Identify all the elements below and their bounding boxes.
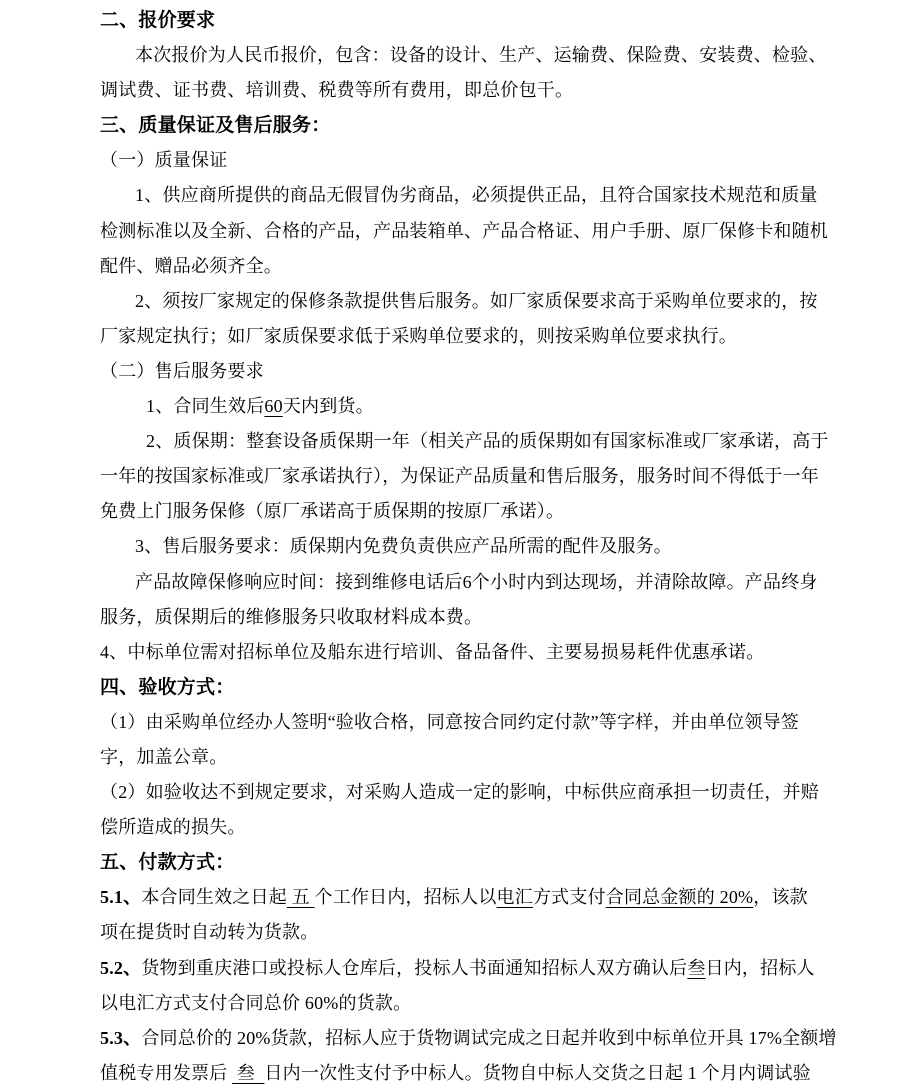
text-segment: 合同总价的 20%货款，招标人应于货物调试完成之日起并收到中标单位开具 17%全额增	[141, 1027, 837, 1048]
text-line	[100, 635, 824, 670]
text-line	[100, 1021, 837, 1056]
text-line	[100, 249, 824, 284]
text-line	[100, 740, 824, 775]
text-segment: 2、须按厂家规定的保修条款提供售后服务。如厂家质保要求高于采购单位要求的，按	[135, 290, 818, 311]
text-line	[100, 600, 824, 635]
text-segment: 1、供应商所提供的商品无假冒伪劣商品，必须提供正品，且符合国家技术规范和质量	[135, 185, 818, 206]
text-line	[100, 810, 824, 845]
text-line	[100, 1056, 824, 1091]
underlined-blank-text: 叁	[232, 1062, 265, 1083]
text-line	[100, 880, 824, 915]
underlined-blank-text: 电汇	[496, 887, 533, 908]
text-segment: 5.3、	[100, 1027, 142, 1048]
text-segment: 以电汇方式支付合同总价 60%的货款。	[100, 992, 412, 1013]
document-body	[100, 3, 837, 1091]
text-segment: 三、质量保证及售后服务：	[100, 115, 331, 137]
underlined-blank-text: 60	[264, 396, 283, 417]
text-segment: 5.2、	[100, 957, 142, 978]
text-segment: 一年的按国家标准或厂家承诺执行），为保证产品质量和售后服务，服务时间不得低于一年	[100, 466, 819, 487]
text-line	[100, 284, 824, 319]
text-line	[100, 915, 824, 950]
text-line	[100, 986, 824, 1021]
text-segment: 日内一次性支付予中标人。货物自中标人交货之日起 1 个月内调试验	[264, 1062, 811, 1083]
text-segment: 3、售后服务要求：质保期内免费负责供应产品所需的配件及服务。	[135, 536, 672, 557]
text-segment: 2、质保期：整套设备质保期一年（相关产品的质保期如有国家标准或厂家承诺，高于	[146, 431, 829, 452]
text-line	[100, 143, 824, 178]
text-segment: 5.1、	[100, 887, 142, 908]
text-segment: 服务，质保期后的维修服务只收取材料成本费。	[100, 606, 483, 627]
text-segment: ，该款	[753, 887, 808, 908]
text-segment: 4、中标单位需对招标单位及船东进行培训、备品备件、主要易损易耗件优惠承诺。	[100, 641, 765, 662]
text-line	[100, 705, 824, 740]
text-segment: 厂家规定执行；如厂家质保要求低于采购单位要求的，则按采购单位要求执行。	[100, 325, 737, 346]
text-segment: 货物到重庆港口或投标人仓库后，投标人书面通知招标人双方确认后	[141, 957, 688, 978]
text-segment: 日内，招标人	[705, 957, 815, 978]
text-segment: 项在提货时自动转为货款。	[100, 922, 319, 943]
text-line	[100, 494, 824, 529]
underlined-blank-text: 叁	[687, 957, 706, 978]
text-segment: 字，加盖公章。	[100, 746, 228, 767]
text-segment: 偿所造成的损失。	[100, 817, 246, 838]
text-segment: （2）如验收达不到规定要求，对采购人造成一定的影响，中标供应商承担一切责任，并赔	[100, 782, 819, 803]
text-segment: 免费上门服务保修（原厂承诺高于质保期的按原厂承诺）。	[100, 501, 565, 522]
text-segment: （一）质量保证	[100, 150, 228, 171]
text-line	[100, 214, 828, 249]
text-segment: 二、报价要求	[100, 10, 216, 31]
underlined-blank-text: 合同总金额的 20%	[605, 887, 754, 908]
text-line	[100, 775, 824, 810]
text-line	[100, 319, 824, 354]
text-segment: （二）售后服务要求	[100, 360, 264, 381]
section-heading	[100, 670, 824, 705]
text-segment: 本次报价为人民币报价，包含：设备的设计、生产、运输费、保险费、安装费、检验、	[135, 45, 827, 66]
text-line	[100, 73, 824, 108]
text-line	[100, 424, 829, 459]
text-line	[100, 459, 824, 494]
text-segment: 检测标准以及全新、合格的产品，产品装箱单、产品合格证、用户手册、原厂保修卡和随机	[100, 220, 828, 241]
text-line	[100, 389, 824, 424]
text-segment: 调试费、证书费、培训费、税费等所有费用，即总价包干。	[100, 80, 574, 101]
text-segment: 四、验收方式：	[100, 676, 235, 698]
text-segment: 本合同生效之日起	[141, 887, 287, 908]
text-segment: 方式支付	[532, 887, 606, 908]
section-heading	[100, 845, 824, 880]
text-line	[100, 529, 824, 564]
text-line	[100, 354, 824, 389]
text-segment: 值税专用发票后	[100, 1062, 233, 1083]
text-segment: 个工作日内，招标人以	[314, 887, 497, 908]
text-segment: 1、合同生效后	[146, 396, 265, 417]
section-heading	[100, 108, 824, 143]
text-line	[100, 38, 827, 73]
text-segment: 产品故障保修响应时间：接到维修电话后6个小时内到达现场，并清除故障。产品终身	[135, 571, 818, 592]
text-line	[100, 951, 824, 986]
text-segment: 配件、赠品必须齐全。	[100, 255, 282, 276]
text-line	[100, 565, 824, 600]
underlined-blank-text: 五	[286, 887, 315, 908]
text-segment: （1）由采购单位经办人签明“验收合格，同意按合同约定付款”等字样，并由单位领导签	[100, 711, 799, 732]
section-heading	[100, 3, 824, 38]
text-segment: 五、付款方式：	[100, 852, 235, 874]
text-line	[100, 178, 824, 213]
text-segment: 天内到货。	[282, 396, 374, 417]
